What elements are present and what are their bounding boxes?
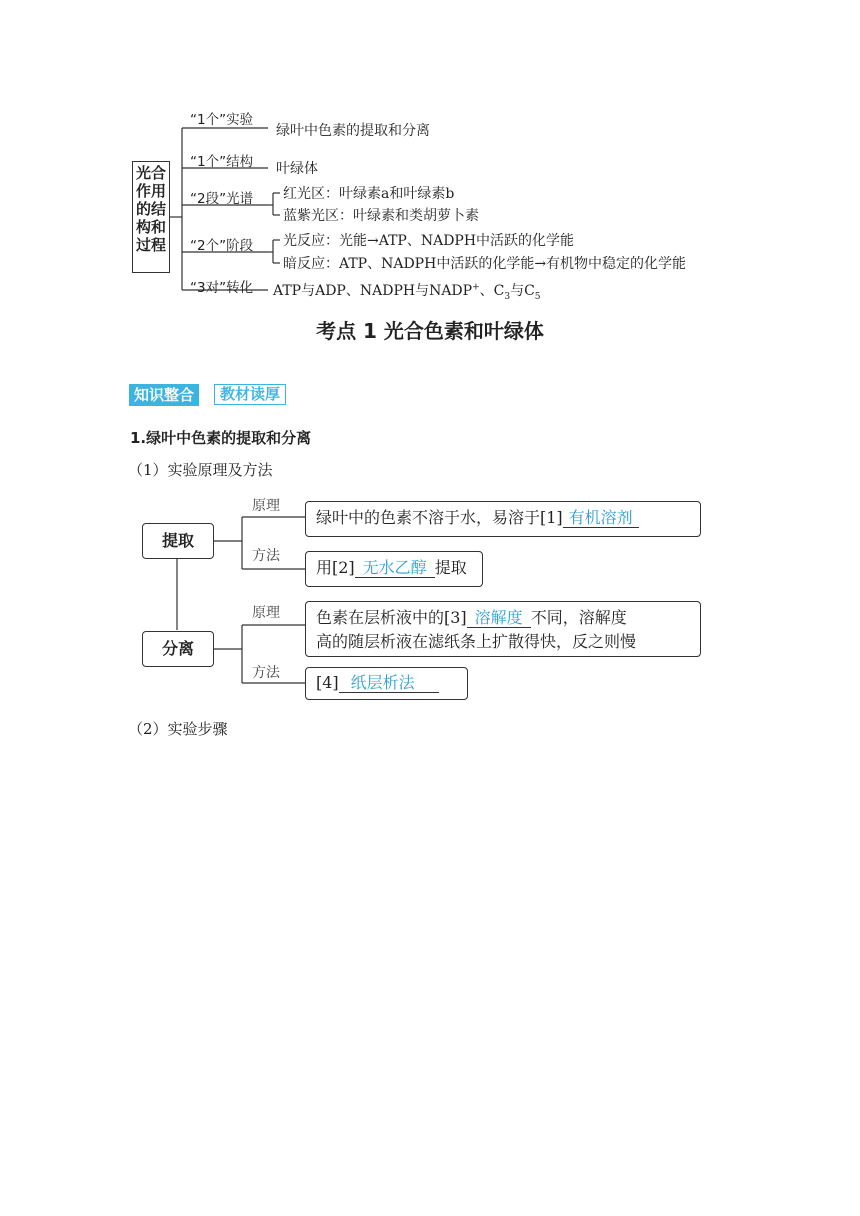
heading-principle: （1）实验原理及方法 bbox=[128, 461, 273, 479]
category-conversion: “3对”转化 bbox=[190, 280, 254, 296]
label-extract-principle: 原理 bbox=[252, 498, 280, 514]
leaf-blue-light: 蓝紫光区：叶绿素和类胡萝卜素 bbox=[283, 208, 479, 224]
conversion-text: 与C bbox=[510, 283, 535, 299]
separate-principle-line1 bbox=[316, 606, 690, 630]
box-separate-method bbox=[305, 667, 468, 700]
tag-knowledge: 知识整合 bbox=[129, 384, 199, 406]
conversion-sub: 5 bbox=[534, 291, 541, 302]
label-extract-method: 方法 bbox=[252, 548, 280, 564]
conversion-sup: + bbox=[472, 282, 480, 293]
label-separate-principle: 原理 bbox=[252, 605, 280, 621]
answer-2: 无水乙醇 bbox=[355, 558, 435, 578]
category-spectrum: “2段”光谱 bbox=[190, 191, 254, 207]
answer-1: 有机溶剂 bbox=[563, 508, 639, 528]
separate-principle-prefix: 色素在层析液中的[3] bbox=[316, 608, 467, 627]
separate-principle-line2: 高的随层析液在滤纸条上扩散得快，反之则慢 bbox=[316, 632, 637, 651]
node-extract: 提取 bbox=[142, 523, 214, 559]
category-experiment: “1个”实验 bbox=[190, 112, 254, 128]
separate-method-prefix: [4] bbox=[316, 673, 339, 692]
leaf-conversion bbox=[273, 280, 541, 302]
extract-method-prefix: 用[2] bbox=[316, 558, 355, 577]
leaf-red-light: 红光区：叶绿素a和叶绿素b bbox=[283, 186, 455, 202]
root-line: 构和 bbox=[135, 218, 166, 236]
heading-1: 1.绿叶中色素的提取和分离 bbox=[130, 429, 312, 447]
box-separate-principle bbox=[305, 601, 701, 657]
concept-map-root bbox=[132, 161, 170, 273]
root-line: 光合 bbox=[135, 164, 166, 182]
label-separate-method: 方法 bbox=[252, 665, 280, 681]
leaf-experiment: 绿叶中色素的提取和分离 bbox=[276, 123, 430, 139]
tag-textbook: 教材读厚 bbox=[214, 384, 286, 405]
box-extract-principle bbox=[305, 501, 701, 537]
answer-4: 纸层析法 bbox=[339, 673, 439, 693]
root-line: 作用 bbox=[135, 182, 166, 200]
conversion-text: 、C bbox=[479, 283, 505, 299]
answer-3: 溶解度 bbox=[467, 608, 531, 628]
root-line: 过程 bbox=[135, 236, 166, 254]
category-stages: “2个”阶段 bbox=[190, 238, 254, 254]
leaf-dark-reaction: 暗反应：ATP、NADPH中活跃的化学能→有机物中稳定的化学能 bbox=[283, 256, 687, 272]
root-line: 的结 bbox=[135, 200, 166, 218]
separate-principle-suffix: 不同，溶解度 bbox=[530, 608, 627, 627]
conversion-sub: 3 bbox=[504, 291, 511, 302]
node-separate: 分离 bbox=[142, 631, 214, 667]
section-title: 考点 1 光合色素和叶绿体 bbox=[316, 319, 544, 343]
box-extract-method bbox=[305, 551, 483, 587]
extract-principle-text: 绿叶中的色素不溶于水，易溶于[1] bbox=[316, 508, 563, 527]
leaf-light-reaction: 光反应：光能→ATP、NADPH中活跃的化学能 bbox=[283, 233, 575, 249]
extract-method-suffix: 提取 bbox=[434, 558, 467, 577]
leaf-structure: 叶绿体 bbox=[276, 161, 318, 177]
category-structure: “1个”结构 bbox=[190, 154, 254, 170]
conversion-text: ATP与ADP、NADPH与NADP bbox=[273, 283, 473, 299]
heading-steps: （2）实验步骤 bbox=[128, 720, 228, 738]
